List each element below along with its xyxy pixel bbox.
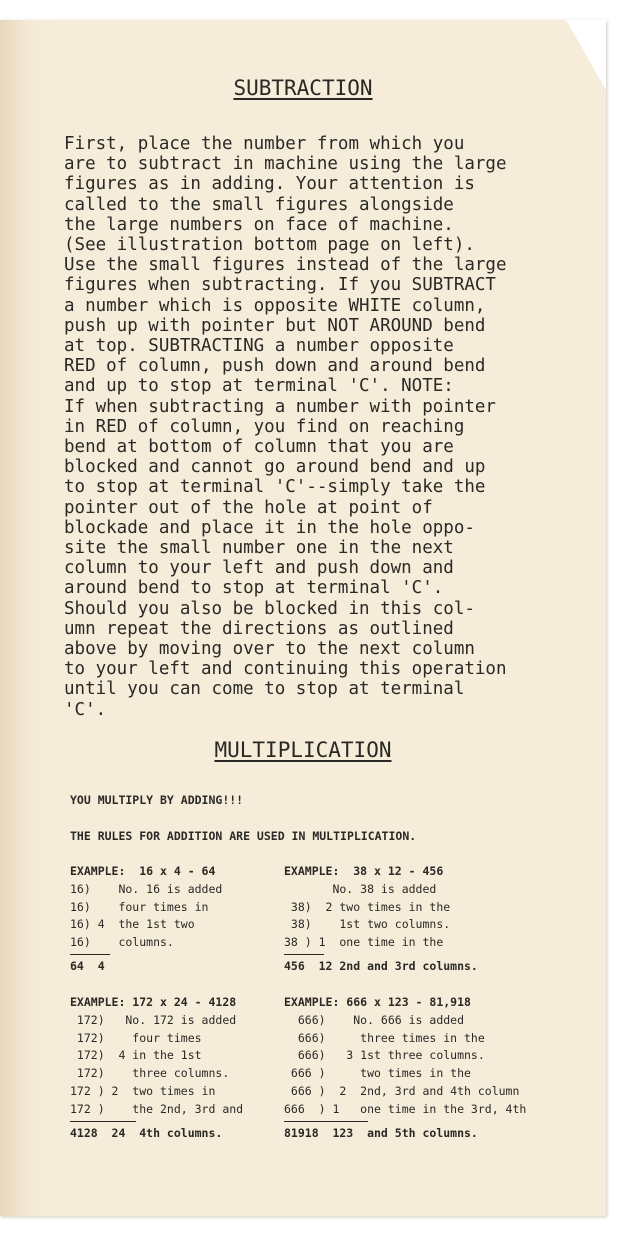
sum-rule-line bbox=[284, 1121, 368, 1122]
subtraction-line: called to the small figures alongside bbox=[64, 194, 454, 215]
example-row: 666) No. 666 is added bbox=[284, 1012, 465, 1027]
subtraction-line: figures when subtracting. If you SUBTRACT bbox=[64, 275, 496, 296]
subtraction-line: at top. SUBTRACTING a number opposite bbox=[64, 336, 454, 357]
example-666x123 bbox=[284, 994, 544, 1142]
example-38x12 bbox=[284, 863, 524, 976]
example-row: 666 ) 2 2nd, 3rd and 4th column bbox=[284, 1083, 520, 1098]
example-row: 172 ) 2 two times in bbox=[70, 1083, 216, 1098]
sum-rule-line bbox=[70, 1121, 136, 1122]
subtraction-line: site the small number one in the next bbox=[64, 538, 454, 559]
subtraction-line: (See illustration bottom page on left). bbox=[64, 235, 475, 256]
subtraction-line: blocked and cannot go around bend and up bbox=[64, 457, 486, 478]
example-row: 666 ) two times in the bbox=[284, 1066, 471, 1081]
subtraction-paragraph bbox=[64, 134, 564, 720]
example-row: 666 ) 1 one time in the 3rd, 4th bbox=[284, 1101, 527, 1116]
example-row: 666) 3 1st three columns. bbox=[284, 1048, 485, 1063]
subtraction-heading: SUBTRACTION bbox=[233, 76, 373, 100]
subtraction-line: pointer out of the hole at point of bbox=[64, 497, 433, 518]
subtraction-line: column to your left and push down and bbox=[64, 558, 454, 579]
example-row: 172) 4 in the 1st bbox=[70, 1048, 202, 1063]
example-row: 172) three columns. bbox=[70, 1066, 230, 1081]
subtraction-line: figures as in adding. Your attention is bbox=[64, 174, 475, 195]
multiplication-heading: MULTIPLICATION bbox=[214, 738, 392, 762]
example-row: 172 ) the 2nd, 3rd and bbox=[70, 1101, 244, 1116]
subtraction-line: First, place the number from which you bbox=[64, 134, 465, 154]
subtraction-line: the large numbers on face of machine. bbox=[64, 214, 454, 235]
subtraction-line: blockade and place it in the hole oppo- bbox=[64, 517, 475, 538]
addition-rules-note: THE RULES FOR ADDITION ARE USED IN MULTIPLICATION. bbox=[70, 829, 417, 843]
subtraction-line: If when subtracting a number with pointer bbox=[64, 396, 496, 417]
subtraction-line: until you can come to stop at terminal bbox=[64, 679, 465, 700]
subtraction-line: 'C'. bbox=[64, 699, 107, 720]
example-172x24 bbox=[70, 994, 280, 1142]
example-row: 38) 2 two times in the bbox=[284, 899, 451, 914]
sum-rule-line bbox=[70, 954, 110, 955]
example-row: 16) four times in bbox=[70, 899, 209, 914]
example-row: 666) three times in the bbox=[284, 1030, 485, 1045]
subtraction-line: in RED of column, you find on reaching bbox=[64, 416, 465, 437]
example-result: 456 12 2nd and 3rd columns. bbox=[284, 958, 478, 973]
sum-rule-line bbox=[284, 954, 324, 955]
subtraction-line: push up with pointer but NOT AROUND bend bbox=[64, 315, 486, 336]
subtraction-line: are to subtract in machine using the large bbox=[64, 154, 507, 175]
example-header: EXAMPLE: 38 x 12 - 456 bbox=[284, 864, 444, 878]
example-row: No. 38 is added bbox=[284, 881, 437, 896]
example-row: 172) No. 172 is added bbox=[70, 1012, 237, 1027]
example-header: EXAMPLE: 172 x 24 - 4128 bbox=[70, 995, 237, 1009]
subtraction-line: to your left and continuing this operation bbox=[64, 659, 507, 680]
subtraction-line: bend at bottom of column that you are bbox=[64, 437, 454, 458]
subtraction-line: to stop at terminal 'C'--simply take the bbox=[64, 477, 486, 498]
subtraction-line: Should you also be blocked in this col- bbox=[64, 598, 475, 619]
subtraction-line: around bend to stop at terminal 'C'. bbox=[64, 578, 444, 599]
subtraction-line: umn repeat the directions as outlined bbox=[64, 618, 454, 639]
example-row: 38) 1st two columns. bbox=[284, 917, 451, 932]
subtraction-line: above by moving over to the next column bbox=[64, 639, 475, 660]
example-row: 16) columns. bbox=[70, 935, 174, 950]
example-result: 64 4 bbox=[70, 958, 105, 973]
example-header: EXAMPLE: 16 x 4 - 64 bbox=[70, 864, 216, 878]
example-row: 16) No. 16 is added bbox=[70, 881, 223, 896]
subtraction-line: RED of column, push down and around bend bbox=[64, 356, 486, 377]
example-row: 172) four times bbox=[70, 1030, 202, 1045]
example-result: 4128 24 4th columns. bbox=[70, 1125, 223, 1140]
multiply-by-adding-note: YOU MULTIPLY BY ADDING!!! bbox=[70, 793, 244, 807]
example-row: 16) 4 the 1st two bbox=[70, 917, 195, 932]
subtraction-line: a number which is opposite WHITE column, bbox=[64, 295, 486, 316]
example-16x4 bbox=[70, 863, 270, 976]
example-result: 81918 123 and 5th columns. bbox=[284, 1125, 478, 1140]
example-header: EXAMPLE: 666 x 123 - 81,918 bbox=[284, 995, 471, 1009]
example-row: 38 ) 1 one time in the bbox=[284, 935, 444, 950]
subtraction-line: and up to stop at terminal 'C'. NOTE: bbox=[64, 376, 454, 397]
document-page bbox=[0, 20, 606, 1216]
subtraction-line: Use the small figures instead of the large bbox=[64, 255, 507, 276]
